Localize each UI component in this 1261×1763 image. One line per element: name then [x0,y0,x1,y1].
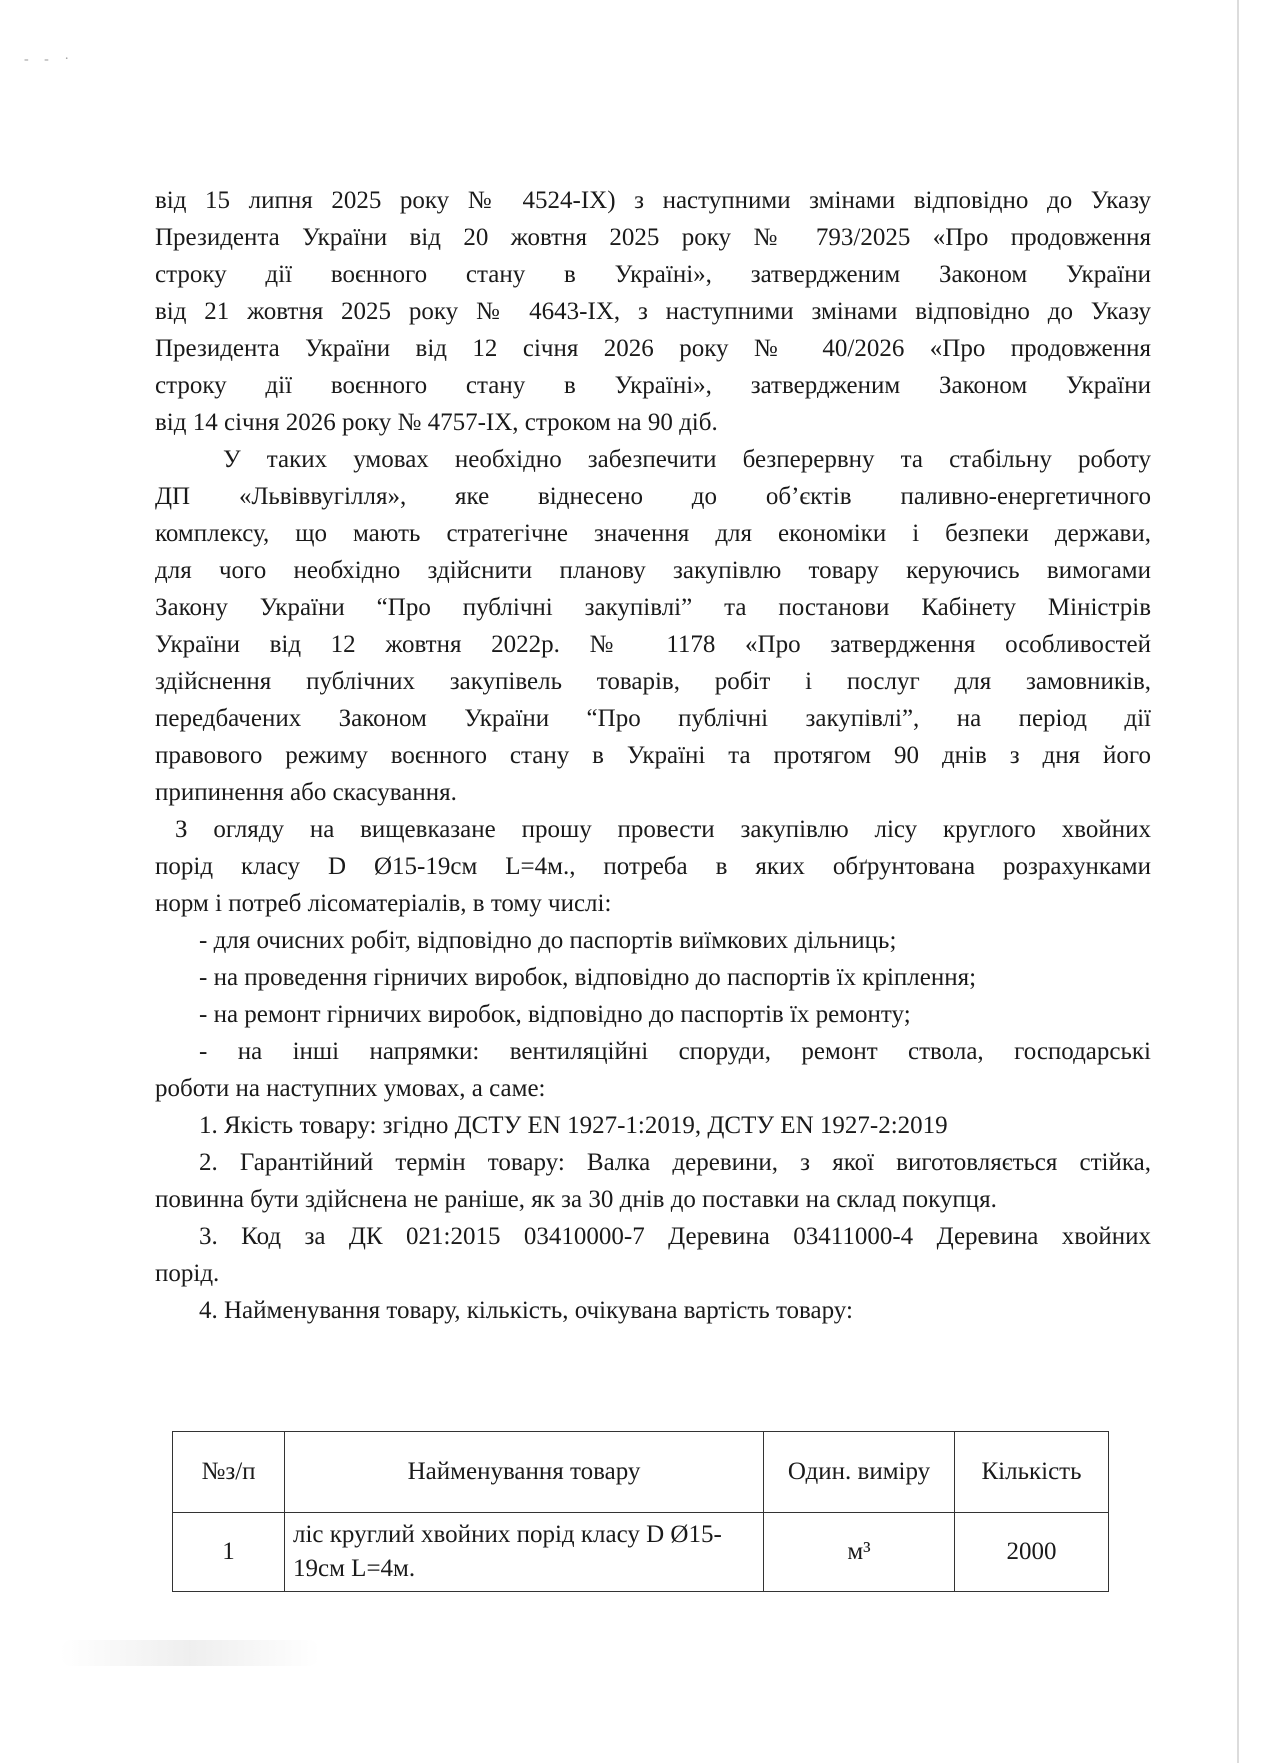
text-line: від 15 липня 2025 року № 4524-IX) з наступними змінами відповідно до Указу [155,187,1151,214]
header-name: Найменування товару [285,1432,764,1513]
text-line: порід класу D Ø15-19см L=4м., потреба в яких обґрунтована розрахунками [155,853,1151,880]
page-edge-shadow [1237,0,1239,1763]
goods-table [172,1431,1109,1592]
text-line: для чого необхідно здійснити планову закупівлю товару керуючись вимогами [155,557,1151,584]
document-body [155,182,1151,1329]
text-line: ДП «Львіввугілля», яке віднесено до об’єктів паливно-енергетичного [155,483,1151,510]
text-line: від 14 січня 2026 року № 4757-IX, строком на 90 діб. [155,409,718,436]
list-item-continuation: роботи на наступних умовах, а саме: [155,1075,546,1102]
list-item: - на ремонт гірничих виробок, відповідно до паспортів їх ремонту; [199,1001,911,1028]
text-line: України від 12 жовтня 2022р. № 1178 «Про затвердження особливостей [155,631,1151,658]
text-line: передбачених Законом України “Про публічні закупівлі”, на період дії [155,705,1151,732]
text-line: Президента України від 12 січня 2026 року № 40/2026 «Про продовження [155,335,1151,362]
text-line: Президента України від 20 жовтня 2025 року № 793/2025 «Про продовження [155,224,1151,251]
list-item: - на інші напрямки: вентиляційні споруди, ремонт ствола, господарські [199,1038,1151,1065]
numbered-item-continuation: повинна бути здійснена не раніше, як за 30 днів до поставки на склад покупця. [155,1186,997,1213]
text-line: від 21 жовтня 2025 року № 4643-IX, з наступними змінами відповідно до Указу [155,298,1151,325]
item-code [155,1218,1151,1292]
header-unit: Один. виміру [764,1432,955,1513]
numbered-item: 4. Найменування товару, кількість, очікувана вартість товару: [199,1297,853,1324]
list-item: - на проведення гірничих виробок, відповідно до паспортів їх кріплення; [199,964,977,991]
list-item: - для очисних робіт, відповідно до паспортів виїмкових дільниць; [199,927,897,954]
text-line: здійснення публічних закупівель товарів, робіт і послуг для замовників, [155,668,1151,695]
paragraph-martial-law [155,182,1151,441]
paragraph-request [155,811,1151,922]
cell-quantity: 2000 [955,1513,1109,1592]
cell-unit: м³ [764,1513,955,1592]
table-row [173,1513,1109,1592]
numbered-item: 1. Якість товару: згідно ДСТУ EN 1927-1:2019, ДСТУ EN 1927-2:2019 [199,1112,948,1139]
text-line: З огляду на вищевказане прошу провести закупівлю лісу круглого хвойних [175,816,1151,843]
cell-number: 1 [173,1513,285,1592]
text-line: припинення або скасування. [155,779,457,806]
numbered-item: 2. Гарантійний термін товару: Валка деревини, з якої виготовляється стійка, [199,1149,1151,1176]
text-line: Закону України “Про публічні закупівлі” та постанови Кабінету Міністрів [155,594,1151,621]
item-warranty [155,1144,1151,1218]
header-quantity: Кількість [955,1432,1109,1513]
cell-name: ліс круглий хвойних порід класу D Ø15-19см L=4м. [285,1513,764,1592]
text-line: комплексу, що мають стратегічне значення для економіки і безпеки держави, [155,520,1151,547]
header-number: №з/п [173,1432,285,1513]
needs-list [155,922,1151,1107]
numbered-item: 3. Код за ДК 021:2015 03410000-7 Деревина 03411000-4 Деревина хвойних [199,1223,1151,1250]
table-header-row [173,1432,1109,1513]
scan-marks: - - · [24,52,75,67]
item-goods-heading [155,1292,1151,1329]
scan-artifact [60,1640,320,1666]
text-line: правового режиму воєнного стану в Україні та протягом 90 днів з дня його [155,742,1151,769]
text-line: норм і потреб лісоматеріалів, в тому числі: [155,890,612,917]
paragraph-conditions [155,441,1151,811]
text-line: строку дії воєнного стану в Україні», затвердженим Законом України [155,261,1151,288]
numbered-item-continuation: порід. [155,1260,220,1287]
text-line: строку дії воєнного стану в Україні», затвердженим Законом України [155,372,1151,399]
item-quality [155,1107,1151,1144]
text-line: У таких умовах необхідно забезпечити безперервну та стабільну роботу [223,446,1151,473]
